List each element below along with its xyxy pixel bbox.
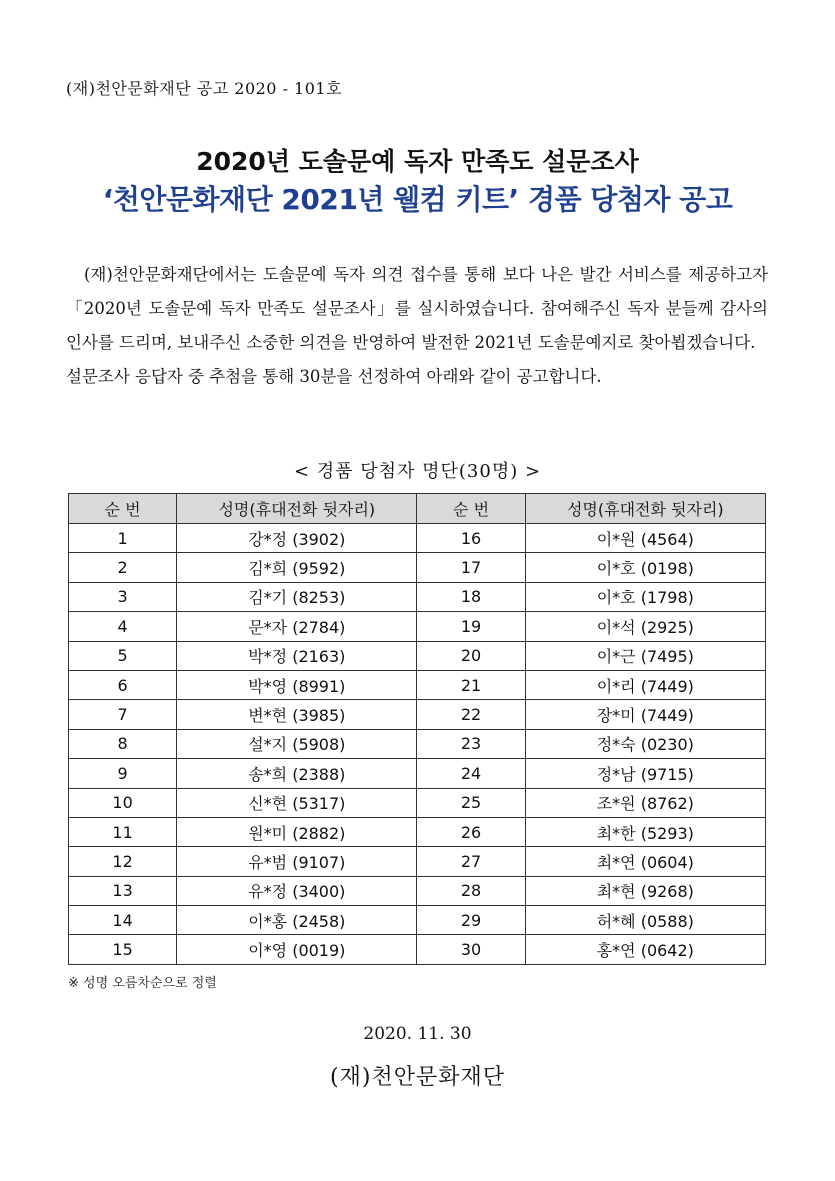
cell-number: 22 [417,700,525,729]
cell-name: 조*원 (8762) [525,788,765,817]
cell-name: 박*정 (2163) [177,641,417,670]
table-row [69,906,766,935]
announcement-date: 2020. 11. 30 [363,1024,472,1044]
cell-number: 23 [417,729,525,758]
cell-name: 김*기 (8253) [177,582,417,611]
header-number-left: 순 번 [69,494,177,524]
table-header-row [69,494,766,524]
cell-name: 박*영 (8991) [177,670,417,699]
table-row [69,582,766,611]
cell-number: 29 [417,906,525,935]
cell-name: 정*숙 (0230) [525,729,765,758]
cell-name: 유*정 (3400) [177,876,417,905]
cell-number: 28 [417,876,525,905]
table-row [69,876,766,905]
cell-name: 정*남 (9715) [525,759,765,788]
cell-number: 7 [69,700,177,729]
table-row [69,729,766,758]
cell-number: 16 [417,524,525,553]
cell-number: 14 [69,906,177,935]
body-paragraph-2: 설문조사 응답자 중 추첨을 통해 30분을 선정하여 아래와 같이 공고합니다. [66,367,602,386]
cell-name: 변*현 (3985) [177,700,417,729]
cell-number: 26 [417,817,525,846]
cell-number: 12 [69,847,177,876]
table-row [69,759,766,788]
table-row [69,700,766,729]
notice-number: (재)천안문화재단 공고 2020 - 101호 [66,79,343,98]
header-number-right: 순 번 [417,494,525,524]
cell-number: 17 [417,553,525,582]
cell-name: 허*혜 (0588) [525,906,765,935]
winners-table [68,493,766,965]
cell-name: 김*희 (9592) [177,553,417,582]
table-row [69,847,766,876]
cell-name: 문*자 (2784) [177,612,417,641]
cell-number: 27 [417,847,525,876]
cell-number: 11 [69,817,177,846]
table-row [69,612,766,641]
table-row [69,788,766,817]
cell-name: 최*연 (0604) [525,847,765,876]
cell-name: 송*희 (2388) [177,759,417,788]
cell-name: 이*석 (2925) [525,612,765,641]
cell-name: 이*홍 (2458) [177,906,417,935]
cell-number: 25 [417,788,525,817]
cell-number: 20 [417,641,525,670]
cell-number: 3 [69,582,177,611]
cell-name: 유*범 (9107) [177,847,417,876]
table-row [69,935,766,964]
cell-name: 이*영 (0019) [177,935,417,964]
cell-number: 21 [417,670,525,699]
cell-name: 홍*연 (0642) [525,935,765,964]
cell-number: 18 [417,582,525,611]
title-survey: 2020년 도솔문예 독자 만족도 설문조사 [196,147,639,176]
header-name-right: 성명(휴대전화 뒷자리) [525,494,765,524]
cell-name: 원*미 (2882) [177,817,417,846]
table-row [69,817,766,846]
cell-name: 최*한 (5293) [525,817,765,846]
body-text [66,258,768,394]
cell-number: 2 [69,553,177,582]
cell-number: 13 [69,876,177,905]
cell-number: 30 [417,935,525,964]
issuer-name: (재)천안문화재단 [330,1065,505,1090]
title-announcement: ‘천안문화재단 2021년 웰컴 키트’ 경품 당첨자 공고 [102,183,733,216]
table-row [69,524,766,553]
sort-footnote: ※ 성명 오름차순으로 정렬 [68,976,217,991]
cell-name: 최*현 (9268) [525,876,765,905]
cell-number: 8 [69,729,177,758]
cell-number: 10 [69,788,177,817]
cell-number: 4 [69,612,177,641]
cell-name: 강*정 (3902) [177,524,417,553]
cell-name: 이*근 (7495) [525,641,765,670]
cell-number: 1 [69,524,177,553]
header-name-left: 성명(휴대전화 뒷자리) [177,494,417,524]
table-row [69,670,766,699]
cell-name: 장*미 (7449) [525,700,765,729]
cell-name: 설*지 (5908) [177,729,417,758]
cell-number: 6 [69,670,177,699]
cell-name: 신*현 (5317) [177,788,417,817]
cell-number: 19 [417,612,525,641]
cell-number: 15 [69,935,177,964]
table-row [69,641,766,670]
cell-name: 이*원 (4564) [525,524,765,553]
winners-table-body [69,524,766,965]
table-row [69,553,766,582]
body-paragraph-1: (재)천안문화재단에서는 도솔문예 독자 의견 접수를 통해 보다 나은 발간 서비스를 제공하고자 「2020년 도솔문예 독자 만족도 설문조사」를 실시하였습니다. 참여해주신 독자 분들께 감사의 인사를 드리며, 보내주신 소중한 의견을 반영하여 발전한 2021년 도솔문예지로 찾아뵙겠습니다. [66,265,768,352]
cell-name: 이*호 (0198) [525,553,765,582]
cell-name: 이*호 (1798) [525,582,765,611]
cell-name: 이*리 (7449) [525,670,765,699]
cell-number: 5 [69,641,177,670]
cell-number: 9 [69,759,177,788]
cell-number: 24 [417,759,525,788]
winners-heading: < 경품 당첨자 명단(30명) > [293,461,542,482]
